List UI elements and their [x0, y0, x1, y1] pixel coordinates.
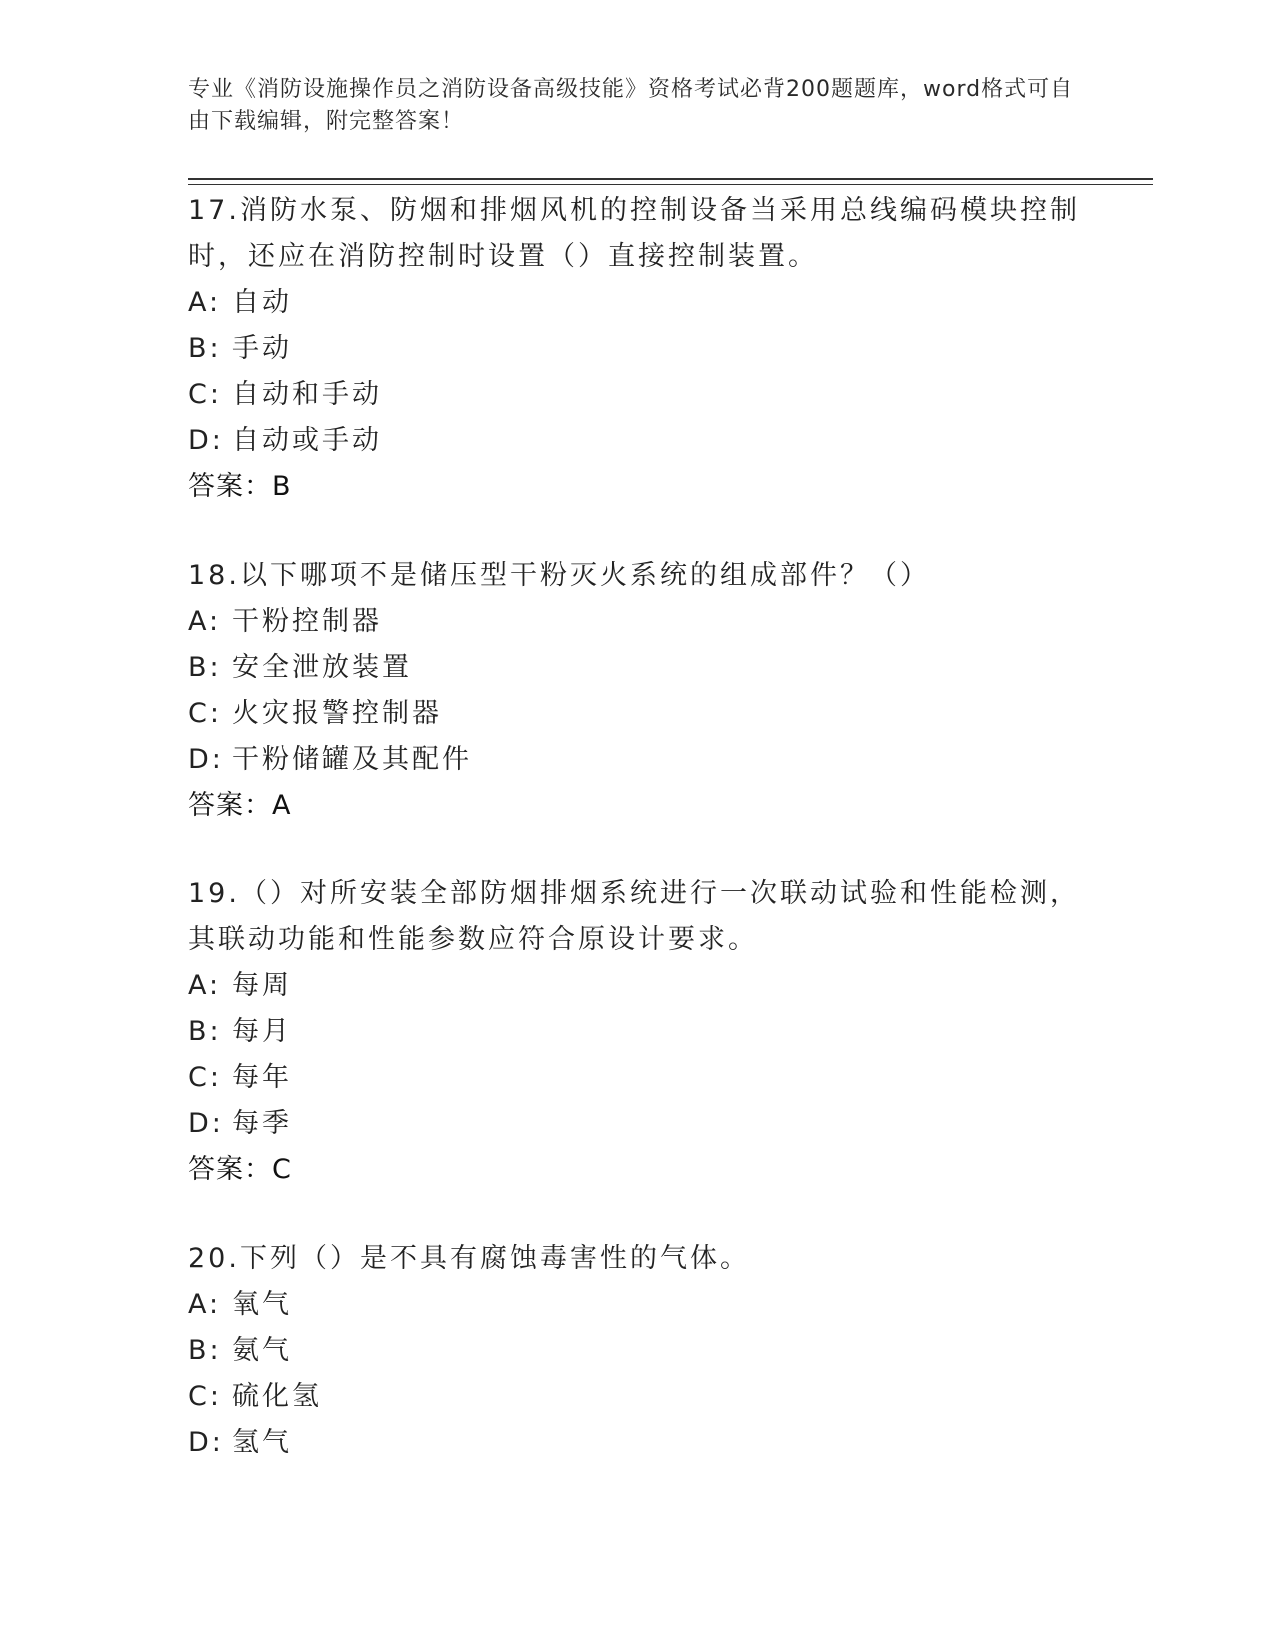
option-text: 氢气 — [232, 1427, 292, 1458]
option-d — [188, 1101, 1088, 1147]
option-text: 干粉储罐及其配件 — [232, 744, 472, 775]
question-stem: 20.下列（）是不具有腐蚀毒害性的气体。 — [188, 1243, 750, 1274]
option-text: 自动和手动 — [232, 379, 382, 410]
option-text: 氧气 — [232, 1289, 292, 1320]
option-c — [188, 372, 1088, 418]
option-text: 自动 — [232, 287, 292, 318]
option-c — [188, 1374, 1088, 1420]
option-letter: D: — [188, 744, 224, 775]
option-d — [188, 737, 1088, 783]
option-c — [188, 691, 1088, 737]
option-text: 氨气 — [232, 1335, 292, 1366]
option-letter: B: — [188, 1335, 222, 1366]
question-17 — [188, 188, 1088, 510]
option-text: 手动 — [232, 333, 292, 364]
option-text: 干粉控制器 — [232, 606, 382, 637]
answer-line: 答案：B — [188, 471, 292, 502]
question-18 — [188, 553, 1088, 829]
option-letter: A: — [188, 970, 222, 1001]
option-text: 安全泄放装置 — [232, 652, 412, 683]
option-text: 每周 — [232, 970, 292, 1001]
option-c — [188, 1055, 1088, 1101]
option-text: 自动或手动 — [232, 425, 382, 456]
option-letter: A: — [188, 287, 222, 318]
option-text: 火灾报警控制器 — [232, 698, 442, 729]
option-letter: B: — [188, 333, 222, 364]
option-a — [188, 280, 1088, 326]
option-b — [188, 1328, 1088, 1374]
option-b — [188, 645, 1088, 691]
option-a — [188, 599, 1088, 645]
document-intro: 专业《消防设施操作员之消防设备高级技能》资格考试必背200题题库，word格式可自由下载编辑，附完整答案！ — [188, 77, 1074, 134]
option-letter: C: — [188, 698, 222, 729]
option-a — [188, 963, 1088, 1009]
question-stem: 17.消防水泵、防烟和排烟风机的控制设备当采用总线编码模块控制时，还应在消防控制时设置（）直接控制装置。 — [188, 195, 1080, 272]
option-letter: C: — [188, 379, 222, 410]
answer-line: 答案：C — [188, 1154, 292, 1185]
option-b — [188, 1009, 1088, 1055]
question-stem: 19.（）对所安装全部防烟排烟系统进行一次联动试验和性能检测，其联动功能和性能参数应符合原设计要求。 — [188, 878, 1080, 955]
option-a — [188, 1282, 1088, 1328]
option-letter: D: — [188, 1108, 224, 1139]
option-b — [188, 326, 1088, 372]
option-letter: D: — [188, 1427, 224, 1458]
option-letter: B: — [188, 652, 222, 683]
header-divider — [188, 178, 1153, 185]
option-letter: C: — [188, 1062, 222, 1093]
option-letter: C: — [188, 1381, 222, 1412]
question-20 — [188, 1236, 1088, 1466]
answer-line: 答案：A — [188, 790, 292, 821]
question-stem: 18.以下哪项不是储压型干粉灭火系统的组成部件？（） — [188, 560, 930, 591]
option-letter: B: — [188, 1016, 222, 1047]
option-d — [188, 418, 1088, 464]
option-text: 硫化氢 — [232, 1381, 322, 1412]
option-letter: A: — [188, 606, 222, 637]
option-text: 每年 — [232, 1062, 292, 1093]
option-letter: D: — [188, 425, 224, 456]
option-text: 每季 — [232, 1108, 292, 1139]
question-19 — [188, 871, 1088, 1193]
option-text: 每月 — [232, 1016, 292, 1047]
option-d — [188, 1420, 1088, 1466]
option-letter: A: — [188, 1289, 222, 1320]
